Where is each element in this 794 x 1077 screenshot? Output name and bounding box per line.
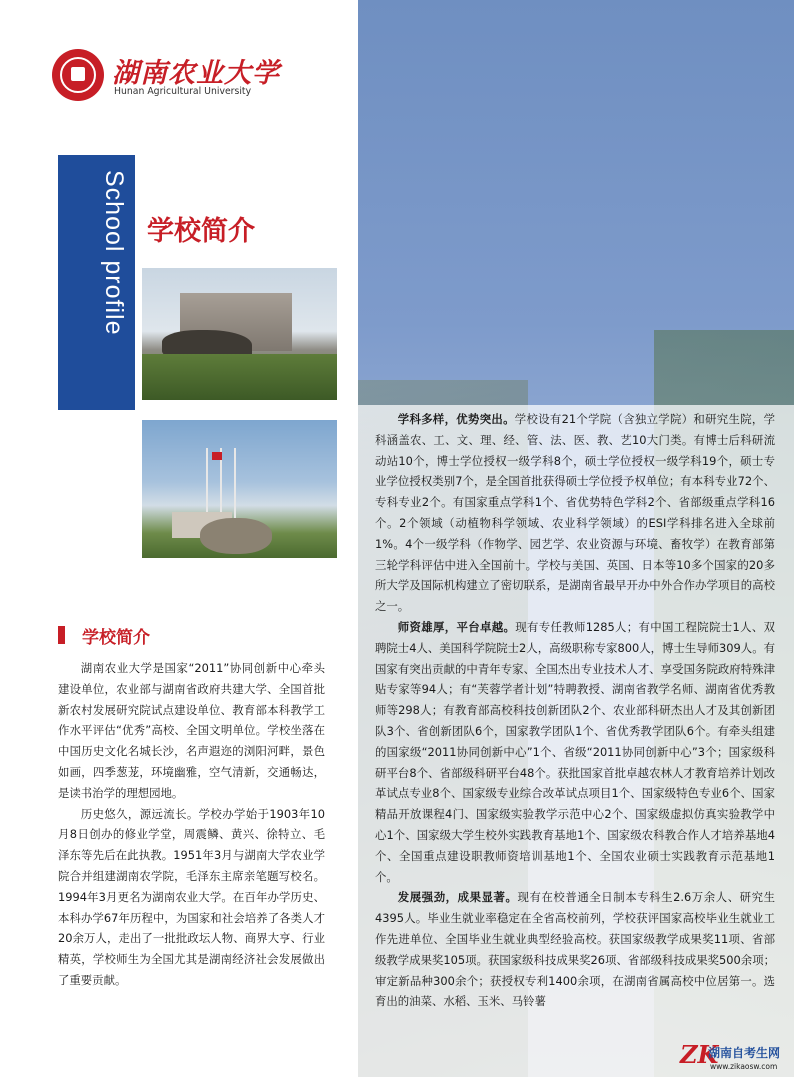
paragraph: [375, 617, 775, 887]
logo-name-en: Hunan Agricultural University: [114, 86, 252, 97]
paragraph: 湖南农业大学是国家“2011”协同创新中心牵头建设单位，农业部与湖南省政府共建大学、全国首批新农村发展研究院试点建设单位、教育部本科教学工作水平评估“优秀”高校、全国文明单位。学校坐落在中国历史文化名城长沙，名声遐迩的浏阳河畔，景色如画，四季葱茏，环境幽雅，空气清新，交通畅达，是读书治学的理想园地。: [58, 661, 325, 800]
photo-trees: [142, 354, 337, 400]
watermark-url: www.zikaosw.com: [710, 1062, 778, 1071]
campus-photo-statue: [142, 268, 337, 400]
red-flag: [212, 452, 222, 460]
paragraph-body: 现有在校普通全日制本专科生2.6万余人、研究生4395人。毕业生就业率稳定在全省高校前列，学校获评国家高校毕业生就业工作先进单位、全国毕业生就业典型经验高校。获国家级教学成果奖11项、省部级教学成果奖105项。获国家级科技成果奖26项、省部级科技成果奖500余项；审定新品种300余个；获授权专利1400余项，在湖南省属高校中位居第一。选育出的油菜、水稻、玉米、马铃薯: [375, 890, 775, 1009]
paragraph-lead: 发展强劲，成果显著。: [397, 890, 518, 905]
left-column: [0, 0, 358, 1077]
paragraph: 历史悠久，源远流长。学校办学始于1903年10月8日创办的修业学堂，周震鳞、黄兴、徐特立、毛泽东等先后在此执教。1951年3月与湖南大学农业学院合并组建湖南农学院，毛泽东主席亲笔题写校名。1994年3月更名为湖南农业大学。在百年办学历史、本科办学67年历程中，为国家和社会培养了各类人才20余万人，走出了一批批政坛人物、商界大亨、行业精英，学校师生为全国尤其是湖南经济社会发展做出了重要贡献。: [58, 806, 325, 987]
watermark-site-name: 湖南自考生网: [708, 1046, 781, 1060]
right-body-text: [375, 409, 775, 1012]
university-seal-icon: [52, 49, 104, 101]
intro-heading: 学校简介: [147, 216, 255, 247]
section-marker: [58, 626, 65, 644]
campus-photo-flagpoles: [142, 420, 337, 558]
section-title: 学校简介: [82, 628, 150, 648]
watermark-logo-icon: ZK: [680, 1040, 719, 1069]
photo-stone-monument: [200, 518, 272, 554]
side-banner-text: School profile: [100, 170, 128, 336]
left-body-text: [58, 658, 325, 991]
paragraph-body: 学校设有21个学院（含独立学院）和研究生院，学科涵盖农、工、文、理、经、管、法、医、教、艺10大门类。有博士后科研流动站10个，博士学位授权一级学科8个，硕士学位授权一级学科19个，硕士专业学位授权类别7个，是全国首批获得硕士学位授予权单位；有本科专业72个、专科专业2个。有国家重点学科1个、省优势特色学科2个、省部级重点学科16个。2个领域（动植物科学领域、农业科学领域）的ESI学科排名进入全球前1%。4个一级学科（作物学、园艺学、农业资源与环境、畜牧学）在教育部第三轮学科评估中进入全国前十。学校与美国、英国、日本等10多个国家的20多所大学及国际机构建立了密切联系，是湖南省最早开办中外合作办学项目的高校之一。: [375, 412, 775, 614]
university-logo: [52, 49, 280, 105]
paragraph-lead: 师资雄厚，平台卓越。: [397, 619, 516, 634]
logo-name-cn: 湖南农业大学: [112, 58, 280, 89]
paragraph-body: 现有专任教师1285人；有中国工程院院士1人、双聘院士4人、美国科学院院士2人，高级职称专家800人，博士生导师309人。有国家有突出贡献的中青年专家、全国杰出专业技术人才、享受国务院政府特殊津贴专家等94人；有“芙蓉学者计划”特聘教授、湖南省教学名师、湖南省优秀教师等298人；有教育部高校科技创新团队2个、农业部科研杰出人才及其创新团队3个、省创新团队6个，国家教学团队1个、省优秀教学团队6个。有牵头组建的国家级“2011协同创新中心”1个、省级“2011协同创新中心”3个；国家级科研平台8个、省部级科研平台48个。获批国家首批卓越农林人才教育培养计划改革试点专业8个、国家级专业综合改革试点项目1个、国家级特色专业6个、国家精品开放课程4门、国家级实验教学示范中心2个、国家级虚拟仿真实验教学中心1个、国家级大学生校外实践教育基地1个、国家级农科教合作人才培养基地4个、全国重点建设职教师资培训基地1个、全国农业硕士实践教育示范基地1个。: [375, 619, 775, 884]
site-watermark: [676, 1040, 794, 1077]
paragraph: [375, 887, 775, 1012]
paragraph-lead: 学科多样，优势突出。: [397, 412, 515, 426]
paragraph: [375, 409, 775, 617]
